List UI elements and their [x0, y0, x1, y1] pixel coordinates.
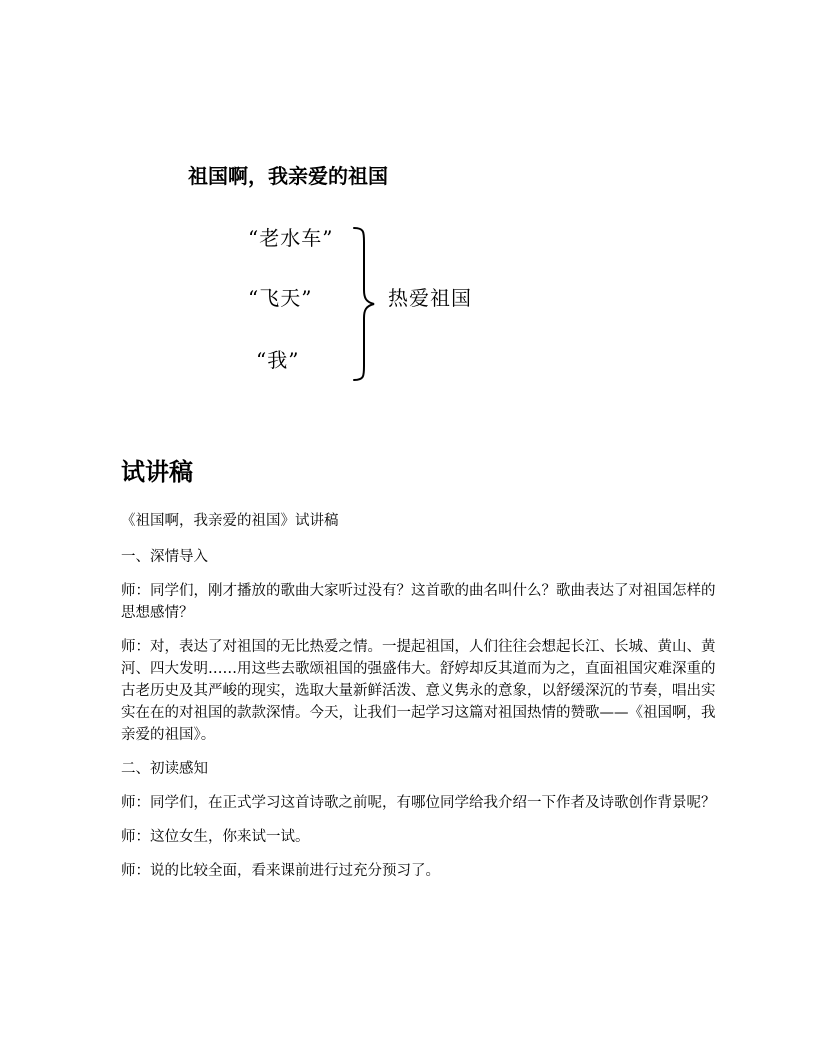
board-item-wo: “我”	[256, 348, 300, 372]
paragraph: 师：说的比较全面，看来课前进行过充分预习了。	[121, 863, 440, 879]
paragraph: 师：同学们，在正式学习这首诗歌之前呢，有哪位同学给我介绍一下作者及诗歌创作背景呢？	[121, 795, 716, 811]
curly-brace-icon	[352, 226, 376, 382]
paragraph: 师：同学们，刚才播放的歌曲大家听过没有？这首歌的曲名叫什么？歌曲表达了对祖国怎样的思想感情？	[121, 583, 716, 621]
script-content	[121, 510, 721, 894]
board-item-laoshuiche: “老水车”	[248, 226, 334, 250]
board-title: 祖国啊，我亲爱的祖国	[188, 164, 388, 188]
section-intro-heading: 一、深情导入	[121, 549, 208, 565]
board-item-feitian: “飞天”	[248, 286, 313, 310]
section-heading: 试讲稿	[121, 458, 193, 486]
board-conclusion: 热爱祖国	[388, 286, 472, 310]
paragraph: 师：这位女生，你来试一试。	[121, 829, 310, 845]
script-doc-title: 《祖国啊，我亲爱的祖国》试讲稿	[121, 513, 339, 529]
paragraph: 师：对，表达了对祖国的无比热爱之情。一提起祖国，人们往往会想起长江、长城、黄山、黄河、四大发明……用这些去歌颂祖国的强盛伟大。舒婷却反其道而为之，直面祖国灾难深重的古老历史及其严峻的现实，选取大量新鲜活泼、意义隽永的意象，以舒缓深沉的节奏，唱出实实在在的对祖国的款款深情。今天，让我们一起学习这篇对祖国热情的赞歌——《祖国啊，我亲爱的祖国》。	[121, 639, 716, 743]
section-reading-heading: 二、初读感知	[121, 761, 208, 777]
